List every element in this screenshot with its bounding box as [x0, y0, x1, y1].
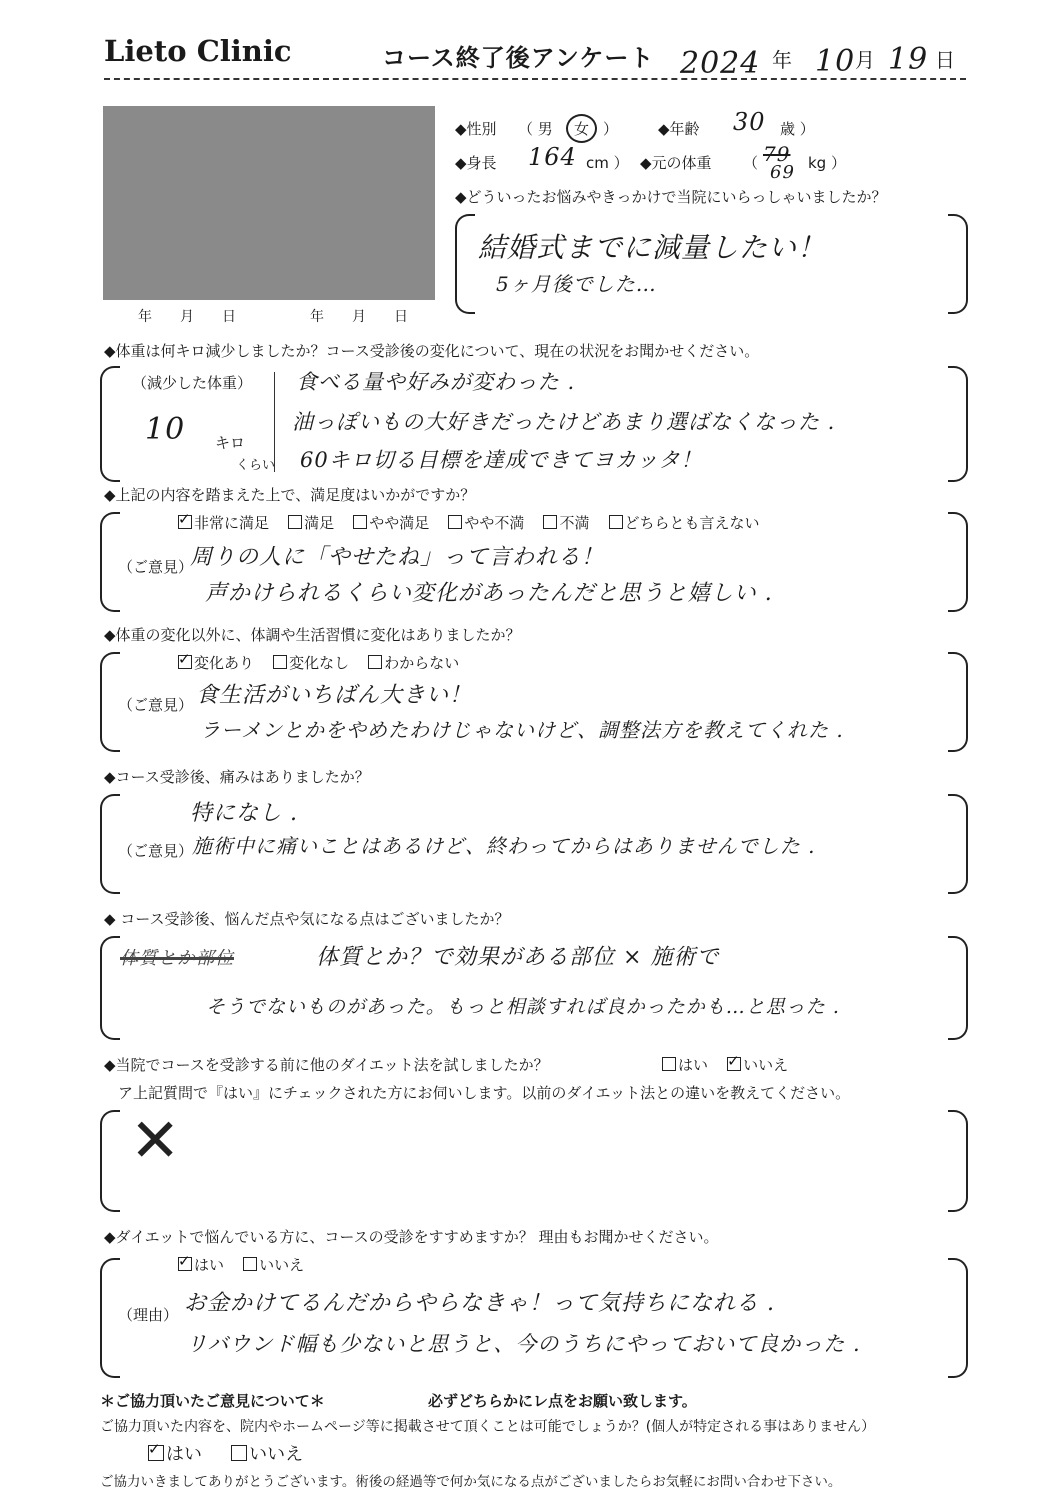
- checkbox[interactable]: [243, 1257, 257, 1271]
- bracket-left: [100, 366, 120, 482]
- satisfaction-options: [178, 512, 774, 533]
- gender-close: ）: [603, 120, 619, 138]
- checkbox[interactable]: [178, 655, 192, 669]
- answer-weight-1: 食べる量や好みが変わった .: [296, 370, 576, 394]
- recommend-options: [178, 1254, 318, 1275]
- answer-concern-1: 体質とか？で効果がある部位 × 施術で: [316, 945, 720, 970]
- photo-date-right: 年 月 日: [310, 309, 408, 325]
- bracket-right: [948, 214, 968, 314]
- question-pain: ◆コース受診後、痛みはありましたか？: [104, 768, 370, 786]
- bracket-right: [948, 936, 968, 1040]
- question-lifestyle: ◆体重の変化以外に、体調や生活習慣に変化はありましたか？: [104, 626, 521, 644]
- option-somewhat-dissatisfied[interactable]: やや不満: [448, 512, 524, 533]
- option-satisfied[interactable]: 満足: [288, 512, 334, 533]
- answer-pain-2: 施術中に痛いことはあるけど、終わってからはありませんでした .: [192, 834, 816, 858]
- height-value: 164: [528, 143, 577, 171]
- answer-recommend-2: リバウンド幅も少ないと思うと、今のうちにやっておいて良かった .: [186, 1332, 861, 1356]
- height-unit: cm ）: [586, 154, 629, 172]
- answer-reason-1: 結婚式までに減量したい！: [478, 231, 827, 264]
- reduced-weight-value: 10: [145, 412, 186, 447]
- opinion-label: （ご意見）: [118, 696, 194, 714]
- photo-date-left: 年 月 日: [138, 309, 236, 325]
- age-value: 30: [733, 108, 766, 136]
- question-satisfaction: ◆上記の内容を踏まえた上で、満足度はいかがですか？: [104, 486, 476, 504]
- weight-divider: [274, 372, 275, 472]
- bracket-left: [100, 794, 120, 894]
- permission-question: ご協力頂いた内容を、院内やホームページ等に掲載させて頂くことは可能でしょうか？(個人が特定される事はありません）: [100, 1419, 876, 1435]
- weight-unit: kg ）: [808, 154, 846, 172]
- bracket-left: [100, 512, 120, 612]
- question-other-diet: ◆当院でコースを受診する前に他のダイエット法を試しましたか？: [104, 1056, 549, 1074]
- cooperation-heading: ＊ご協力頂いたご意見について＊: [100, 1392, 325, 1410]
- permission-options: [148, 1440, 317, 1466]
- checkbox[interactable]: [178, 1257, 192, 1271]
- checkbox[interactable]: [448, 515, 462, 529]
- cross-mark: ✕: [130, 1106, 181, 1176]
- gender-selected: 女: [566, 114, 597, 143]
- option-yes[interactable]: はい: [662, 1054, 708, 1075]
- weight-open: （: [743, 154, 759, 172]
- bracket-left: [100, 936, 120, 1040]
- bracket-right: [948, 652, 968, 752]
- day-label: 日: [935, 48, 955, 72]
- checkbox[interactable]: [727, 1057, 741, 1071]
- age-label: ◆年齢: [658, 120, 700, 138]
- checkbox[interactable]: [368, 655, 382, 669]
- answer-satisfaction-2: 声かけられるくらい変化があったんだと思うと嬉しい .: [205, 581, 773, 606]
- checkbox[interactable]: [288, 515, 302, 529]
- option-no[interactable]: ✓ いいえ: [727, 1054, 788, 1075]
- answer-pain-1: 特になし .: [190, 801, 298, 826]
- option-no[interactable]: いいえ: [231, 1440, 303, 1466]
- option-neither[interactable]: どちらとも言えない: [609, 512, 760, 533]
- option-changed[interactable]: ✓変化あり: [178, 652, 254, 673]
- bracket-right: [948, 366, 968, 482]
- date-month: 10: [815, 44, 856, 79]
- month-label: 月: [855, 48, 875, 72]
- reduced-weight-label: （減少した体重）: [132, 374, 253, 392]
- height-label: ◆身長: [455, 154, 497, 172]
- reduced-weight-unit: キロ: [215, 434, 246, 452]
- clinic-name: Lieto Clinic: [104, 34, 292, 68]
- weight-value: 69: [770, 162, 795, 183]
- header-rule: [104, 78, 966, 80]
- year-label: 年: [772, 48, 792, 72]
- date-year: 2024: [680, 46, 761, 81]
- checkbox[interactable]: [148, 1445, 164, 1461]
- reason-label: （理由）: [118, 1306, 179, 1324]
- option-yes[interactable]: ✓はい: [148, 1440, 202, 1466]
- thanks-message: ご協力いきましてありがとうございます。術後の経過等で何か気になる点がございましたらお気軽にお問い合わせ下さい。: [100, 1474, 842, 1490]
- question-reason: ◆どういったお悩みやきっかけで当院にいらっしゃいましたか？: [455, 188, 887, 206]
- bracket-left: [100, 652, 120, 752]
- reduced-weight-approx: くらい: [236, 458, 276, 473]
- struck-text: 体質とか部位: [120, 948, 234, 969]
- answer-concern-2: そうでないものがあった。もっと相談すれば良かったかも…と思った .: [206, 996, 840, 1018]
- question-weight: ◆体重は何キロ減少しましたか？コース受診後の変化について、現在の状況をお聞かせください。: [104, 342, 760, 360]
- opinion-label: （ご意見）: [118, 558, 194, 576]
- question-concern: ◆ コース受診後、悩んだ点や気になる点はございましたか？: [104, 910, 510, 928]
- answer-reason-2: 5ヶ月後でした…: [496, 272, 657, 296]
- option-very-satisfied[interactable]: ✓非常に満足: [178, 512, 269, 533]
- answer-lifestyle-2: ラーメンとかをやめたわけじゃないけど、調整法方を教えてくれた .: [200, 718, 844, 742]
- bracket-right: [948, 1110, 968, 1212]
- checkbox[interactable]: [273, 655, 287, 669]
- answer-weight-3: 60キロ切る目標を達成できてヨカッタ！: [300, 448, 703, 472]
- bracket-left: [100, 1110, 120, 1212]
- checkbox[interactable]: [662, 1057, 676, 1071]
- question-recommend: ◆ダイエットで悩んでいる方に、コースの受診をすすめますか？ 理由もお聞かせください。: [104, 1228, 719, 1246]
- survey-title: コース終了後アンケート: [382, 44, 655, 72]
- bracket-left: [455, 214, 475, 314]
- check-request: 必ずどちらかにレ点をお願い致します。: [428, 1392, 697, 1410]
- weight-label: ◆元の体重: [640, 154, 712, 172]
- weight-struck: 79: [763, 142, 791, 166]
- opinion-label: （ご意見）: [118, 842, 194, 860]
- checkbox[interactable]: [178, 515, 192, 529]
- answer-weight-2: 油っぽいもの大好きだったけどあまり選ばなくなった .: [292, 410, 836, 434]
- checkbox[interactable]: [353, 515, 367, 529]
- option-somewhat-satisfied[interactable]: やや満足: [353, 512, 429, 533]
- gender-options: （ 男: [518, 120, 553, 138]
- other-diet-options: [662, 1054, 802, 1075]
- bracket-right: [948, 512, 968, 612]
- patient-photo: [103, 106, 435, 300]
- bracket-right: [948, 1258, 968, 1378]
- answer-satisfaction-1: 周りの人に「やせたね」って言われる！: [190, 545, 605, 570]
- option-no[interactable]: いいえ: [243, 1254, 304, 1275]
- answer-lifestyle-1: 食生活がいちばん大きい！: [196, 683, 473, 708]
- option-yes[interactable]: ✓はい: [178, 1254, 224, 1275]
- lifestyle-options: [178, 652, 473, 673]
- option-dissatisfied[interactable]: 不満: [543, 512, 589, 533]
- age-unit: 歳 ）: [780, 120, 815, 138]
- checkbox[interactable]: [609, 515, 623, 529]
- gender-label: ◆性別: [455, 120, 497, 138]
- checkbox[interactable]: [231, 1445, 247, 1461]
- checkbox[interactable]: [543, 515, 557, 529]
- option-no-change[interactable]: 変化なし: [273, 652, 349, 673]
- followup-question: ア上記質問で『はい』にチェックされた方にお伺いします。以前のダイエット法との違いを教えてください。: [118, 1084, 851, 1102]
- bracket-right: [948, 794, 968, 894]
- answer-recommend-1: お金かけてるんだからやらなきゃ！って気持ちになれる .: [184, 1291, 775, 1316]
- bracket-left: [100, 1258, 120, 1378]
- date-day: 19: [888, 42, 929, 77]
- option-unknown[interactable]: わからない: [368, 652, 459, 673]
